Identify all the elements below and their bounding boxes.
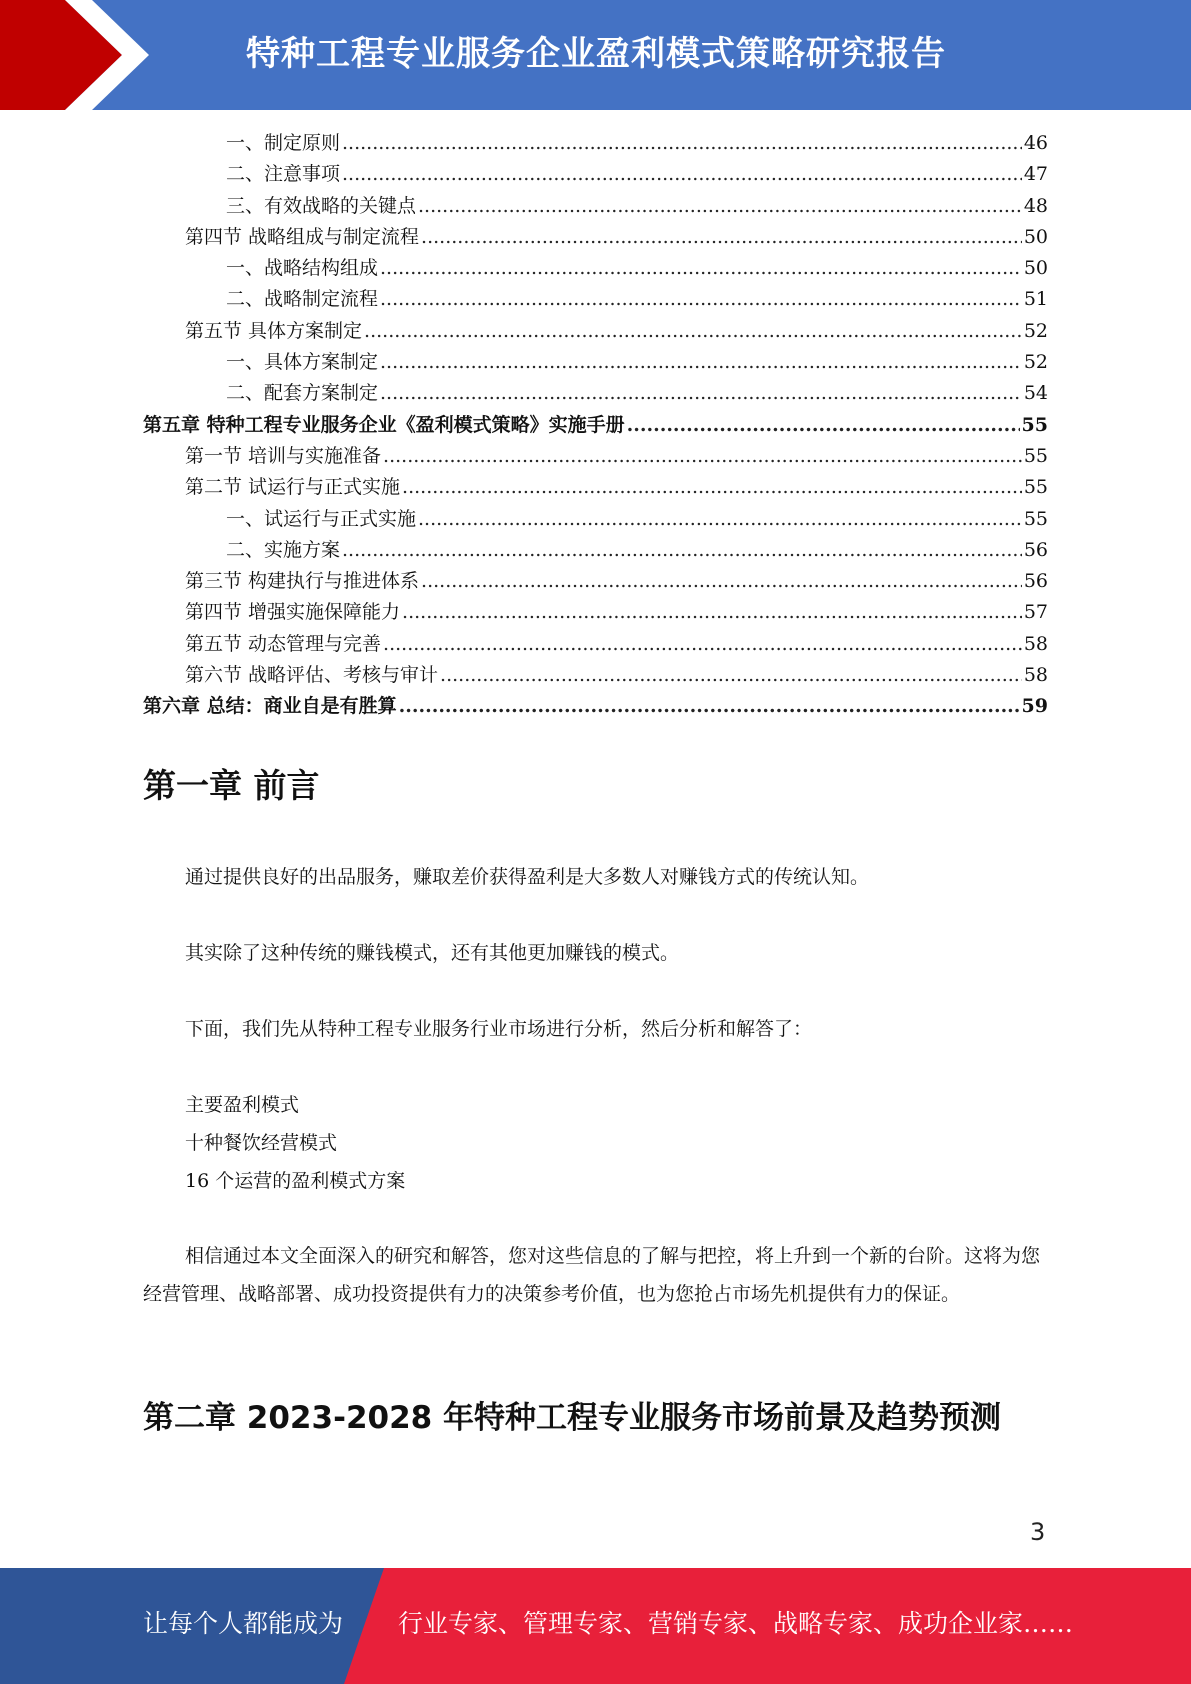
toc-page-number: 46	[1023, 132, 1048, 154]
toc-entry[interactable]	[143, 253, 1048, 284]
toc-page-number: 58	[1023, 632, 1048, 655]
toc-dot-leader	[364, 320, 1022, 342]
toc-entry[interactable]	[143, 472, 1048, 503]
toc-page-number: 59	[1021, 695, 1048, 718]
toc-chapter-entry[interactable]	[143, 691, 1048, 722]
toc-page-number: 58	[1023, 664, 1048, 687]
toc-entry-title: 二、实施方案	[226, 538, 341, 561]
chapter-1-heading: 第一章 前言	[143, 766, 320, 805]
list-item: 主要盈利模式	[185, 1094, 300, 1116]
toc-entry[interactable]	[143, 597, 1048, 628]
toc-entry-title: 第五章 特种工程专业服务企业《盈利模式策略》实施手册	[143, 413, 625, 436]
intro-paragraph-2: 其实除了这种传统的赚钱模式，还有其他更加赚钱的模式。	[185, 942, 680, 964]
page-header	[0, 0, 1191, 110]
toc-dot-leader	[627, 414, 1020, 436]
toc-entry[interactable]	[143, 629, 1048, 660]
chapter-2-heading: 第二章 2023-2028 年特种工程专业服务市场前景及趋势预测	[143, 1400, 1002, 1436]
toc-dot-leader	[383, 633, 1022, 655]
toc-dot-leader	[402, 601, 1022, 623]
toc-entry-title: 二、注意事项	[226, 163, 341, 186]
toc-entry-title: 第三节 构建执行与推进体系	[185, 570, 420, 593]
toc-entry[interactable]	[143, 159, 1048, 190]
toc-dot-leader	[440, 664, 1022, 686]
toc-entry-title: 一、试运行与正式实施	[226, 507, 417, 530]
toc-page-number: 55	[1023, 507, 1048, 530]
toc-page-number: 57	[1023, 601, 1048, 624]
toc-entry-title: 第四节 增强实施保障能力	[185, 601, 401, 624]
toc-entry-title: 一、具体方案制定	[226, 351, 379, 374]
toc-dot-leader	[380, 382, 1022, 404]
toc-entry[interactable]	[143, 660, 1048, 691]
toc-entry[interactable]	[143, 378, 1048, 409]
header-title: 特种工程专业服务企业盈利模式策略研究报告	[246, 34, 946, 74]
toc-chapter-entry[interactable]	[143, 410, 1048, 441]
toc-entry-title: 第四节 战略组成与制定流程	[185, 225, 420, 248]
footer-slogan-right: 行业专家、管理专家、营销专家、战略专家、成功企业家……	[398, 1609, 1074, 1638]
toc-entry[interactable]	[143, 504, 1048, 535]
toc-page-number: 51	[1023, 288, 1048, 311]
toc-dot-leader	[380, 351, 1022, 373]
toc-entry-title: 第六节 战略评估、考核与审计	[185, 664, 439, 687]
toc-dot-leader	[380, 257, 1022, 279]
intro-paragraph-1: 通过提供良好的出品服务，赚取差价获得盈利是大多数人对赚钱方式的传统认知。	[185, 866, 870, 888]
toc-entry-title: 第二节 试运行与正式实施	[185, 476, 401, 499]
toc-dot-leader	[383, 445, 1022, 467]
toc-page-number: 50	[1023, 257, 1048, 280]
list-item: 十种餐饮经营模式	[185, 1132, 338, 1154]
toc-entry[interactable]	[143, 284, 1048, 315]
toc-dot-leader	[421, 226, 1022, 248]
toc-page-number: 47	[1023, 163, 1048, 186]
intro-paragraph-4: 相信通过本文全面深入的研究和解答，您对这些信息的了解与把控，将上升到一个新的台阶。这将为您经营管理、战略部署、成功投资提供有力的决策参考价值，也为您抢占市场先机提供有力的保证。	[143, 1245, 1041, 1305]
toc-dot-leader	[402, 476, 1022, 498]
toc-dot-leader	[399, 695, 1020, 717]
toc-page-number: 48	[1023, 194, 1048, 217]
table-of-contents	[143, 128, 1048, 723]
toc-entry-title: 三、有效战略的关键点	[226, 194, 417, 217]
toc-entry-title: 第一节 培训与实施准备	[185, 444, 382, 467]
toc-entry-title: 一、制定原则	[226, 132, 341, 154]
toc-dot-leader	[418, 195, 1022, 217]
toc-page-number: 56	[1023, 538, 1048, 561]
page-number: 3	[1030, 1518, 1046, 1546]
toc-dot-leader	[342, 163, 1022, 185]
toc-page-number: 52	[1023, 351, 1048, 374]
toc-entry[interactable]	[143, 441, 1048, 472]
toc-page-number: 54	[1023, 382, 1048, 405]
toc-page-number: 50	[1023, 225, 1048, 248]
toc-dot-leader	[421, 570, 1022, 592]
toc-entry-title: 二、战略制定流程	[226, 288, 379, 311]
toc-page-number: 52	[1023, 319, 1048, 342]
footer-slogan-left: 让每个人都能成为	[143, 1609, 344, 1638]
toc-dot-leader	[342, 132, 1022, 154]
intro-paragraph-3: 下面，我们先从特种工程专业服务行业市场进行分析，然后分析和解答了：	[185, 1018, 813, 1040]
toc-entry-title: 第五节 动态管理与完善	[185, 632, 382, 655]
toc-entry[interactable]	[143, 316, 1048, 347]
intro-list	[185, 1086, 405, 1200]
toc-page-number: 55	[1023, 476, 1048, 499]
toc-entry-title: 第五节 具体方案制定	[185, 319, 363, 342]
toc-entry[interactable]	[143, 347, 1048, 378]
toc-entry[interactable]	[143, 222, 1048, 253]
toc-page-number: 56	[1023, 570, 1048, 593]
toc-entry[interactable]	[143, 566, 1048, 597]
toc-dot-leader	[380, 288, 1022, 310]
toc-entry-title: 第六章 总结：商业自是有胜算	[143, 695, 397, 718]
toc-dot-leader	[342, 539, 1022, 561]
toc-page-number: 55	[1023, 444, 1048, 467]
toc-entry[interactable]	[143, 191, 1048, 222]
toc-entry[interactable]	[143, 535, 1048, 566]
toc-page-number: 55	[1021, 413, 1048, 436]
toc-entry[interactable]	[143, 128, 1048, 159]
list-item: 16 个运营的盈利模式方案	[185, 1170, 406, 1192]
toc-entry-title: 二、配套方案制定	[226, 382, 379, 405]
toc-dot-leader	[418, 508, 1022, 530]
page-footer	[0, 1568, 1191, 1684]
toc-entry-title: 一、战略结构组成	[226, 257, 379, 280]
